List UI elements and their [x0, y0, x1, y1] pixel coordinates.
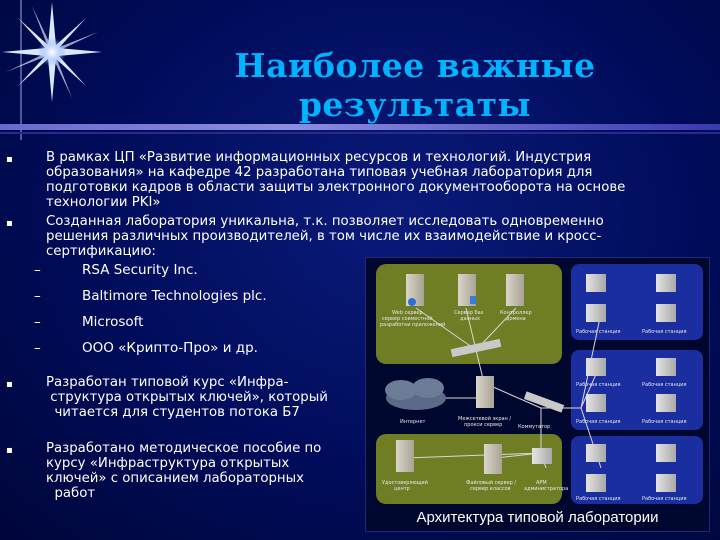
- db-server-icon: [458, 274, 476, 306]
- sub-item-dash: –: [34, 314, 41, 330]
- bullet-line: сертификацию:: [46, 244, 156, 259]
- sub-item-dash: –: [34, 262, 41, 278]
- bullet-line: подготовки кадров в области защиты электронного документооборота на основе: [46, 180, 626, 195]
- db-server-label2: данных: [460, 316, 480, 322]
- workstation-icon: [656, 394, 676, 412]
- bullet-line: образования» на кафедре 42 разработана типовая учебная лаборатория для: [46, 165, 593, 180]
- web-server-label3: разработки приложений: [380, 322, 446, 328]
- admin-workstation-icon: [532, 448, 552, 464]
- ca-label: Удостоверяющий: [382, 480, 428, 486]
- bullet-line: решения различных производителей, в том числе их взаимодействие и кросс-: [46, 229, 602, 244]
- switch-label: Коммутатор: [518, 424, 551, 430]
- bullet-line: Созданная лаборатория уникальна, т.к. позволяет исследовать одновременно: [46, 214, 604, 229]
- bullet-line: В рамках ЦП «Развитие информационных ресурсов и технологий. Индустрия: [46, 150, 592, 165]
- file-server-label: Файловый сервер /: [466, 480, 517, 486]
- web-server-label: Web сервер: [392, 310, 423, 316]
- bullet-line: курсу «Инфраструктура открытых: [46, 456, 290, 471]
- bullet-line: читается для студентов потока Б7: [46, 405, 300, 420]
- workstation-label: Рабочая станция: [642, 419, 687, 425]
- network-diagram-svg: [366, 258, 709, 505]
- workstation-icon: [586, 474, 606, 492]
- web-server-icon: [406, 274, 424, 306]
- file-server-icon: [484, 444, 502, 474]
- workstation-icon: [656, 474, 676, 492]
- internet-label: Интернет: [400, 419, 426, 425]
- dc-label: Контроллер: [500, 310, 532, 316]
- sub-item-label: Baltimore Technologies plc.: [82, 288, 267, 304]
- bullet-marker: ▪: [6, 218, 13, 229]
- sub-item-label: RSA Security Inc.: [82, 262, 198, 278]
- workstation-label: Рабочая станция: [642, 496, 687, 502]
- dc-label2: домена: [506, 316, 526, 322]
- workstation-icon: [656, 274, 676, 292]
- ca-label2: центр: [394, 486, 410, 492]
- switch-icon: [524, 391, 564, 412]
- workstation-icon: [656, 304, 676, 322]
- star-burst-logo: [0, 0, 115, 115]
- workstation-icon: [586, 304, 606, 322]
- firewall-icon: [476, 376, 494, 408]
- bullet-line: Разработано методическое пособие по: [46, 441, 322, 456]
- workstation-icon: [586, 274, 606, 292]
- workstation-icon: [586, 358, 606, 376]
- workstation-icon: [656, 444, 676, 462]
- title-divider: [0, 124, 720, 130]
- bullet-marker: ▪: [6, 445, 13, 456]
- domain-controller-icon: [506, 274, 524, 306]
- bullet-line: технологии PKI»: [46, 195, 161, 210]
- sub-item-label: Microsoft: [82, 314, 144, 330]
- workstation-label: Рабочая станция: [642, 382, 687, 388]
- firewall-label2: прокси сервер: [464, 422, 503, 428]
- sub-item-dash: –: [34, 340, 41, 356]
- workstation-icon: [586, 444, 606, 462]
- ca-server-icon: [396, 440, 414, 472]
- workstation-label: Рабочая станция: [576, 419, 621, 425]
- internet-cloud-icon: [385, 378, 446, 410]
- workstation-label: Рабочая станция: [642, 329, 687, 335]
- web-server-label2: сервер совместной: [382, 316, 433, 322]
- workstation-icon: [586, 394, 606, 412]
- workstation-icon: [656, 358, 676, 376]
- sub-item-dash: –: [34, 288, 41, 304]
- workstation-label: Рабочая станция: [576, 496, 621, 502]
- file-server-label2: сервер классов: [470, 486, 511, 492]
- db-server-label: Сервер баз: [454, 310, 484, 316]
- bullet-line: работ: [46, 486, 96, 501]
- workstation-label: Рабочая станция: [576, 382, 621, 388]
- title-divider-shadow: [0, 132, 720, 134]
- diagram-caption: Архитектура типовой лаборатории: [416, 509, 659, 526]
- admin-label: АРМ: [536, 480, 547, 486]
- bullet-line: структура открытых ключей», который: [46, 390, 328, 405]
- bullet-line: ключей» с описанием лабораторных: [46, 471, 304, 486]
- bullet-line: Разработан типовой курс «Инфра-: [46, 375, 289, 390]
- bullet-marker: ▪: [6, 379, 13, 390]
- workstation-label: Рабочая станция: [576, 329, 621, 335]
- sub-item-label: ООО «Крипто-Про» и др.: [82, 340, 258, 356]
- lab-architecture-diagram: [365, 257, 710, 532]
- firewall-label: Межсетевой экран /: [458, 416, 512, 422]
- page-title: Наиболее важные результаты: [234, 46, 596, 124]
- admin-label2: администратора: [524, 486, 569, 492]
- bullet-marker: ▪: [6, 154, 13, 165]
